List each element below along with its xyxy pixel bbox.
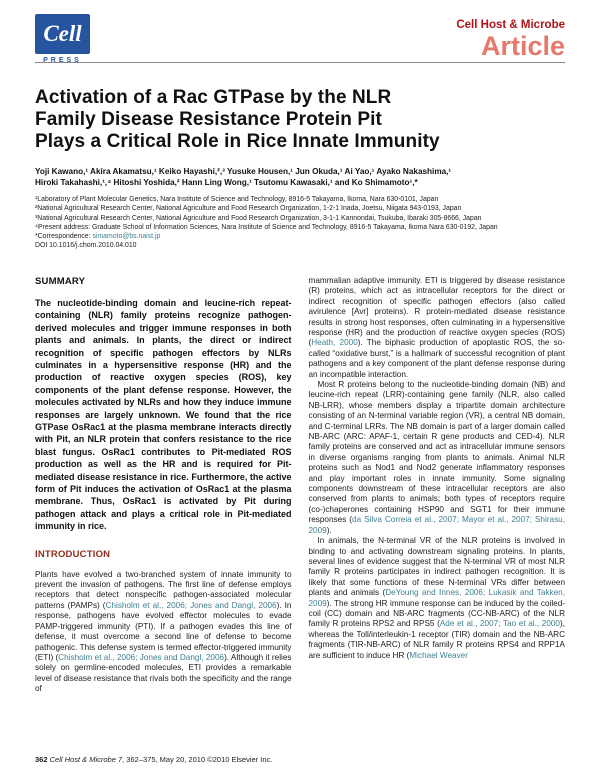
journal-name: Cell Host & Microbe — [456, 19, 565, 31]
article-type-label: Article — [480, 31, 565, 61]
footer-journal-ref: Cell Host & Microbe 7 — [49, 755, 123, 764]
affiliation-line: ²National Agricultural Research Center, National Agriculture and Food Research Organization, 1-2-1 Inada, Joetsu, Niigata 943-0193, Japan — [35, 205, 462, 213]
citation-link[interactable]: Chisholm et al., 2006; Jones and Dangl, 2006 — [105, 600, 277, 610]
title-line-1: Activation of a Rac GTPase by the NLR — [35, 87, 392, 108]
page-footer: 362 Cell Host & Microbe 7, 362–375, May 20, 2010 ©2010 Elsevier Inc. — [35, 755, 273, 764]
press-label: PRESS — [43, 57, 82, 64]
left-column — [35, 276, 292, 716]
summary-heading: SUMMARY — [35, 275, 86, 287]
intro-paragraph: Plants have evolved a two-branched system of innate immunity to prevent the invasion of pathogens. The first line of defense employs receptors that detect nonspecific pathogen-associated molecular patterns (PAMPs) (Chisholm et al., 2006; Jones and Dangl, 2006). In response, pathogens have evolved effector molecules to evade PAMP-triggered immunity (PTI). If a pathogen evades this line of defense, it must overcome a second line of defense to become pathogenic. This defense system is termed effector-triggered immunity (ETI) (Chisholm et al., 2006; Jones and Dangl, 2006). Although it relies solely on germline-encoded molecules, ETI provides a remarkable level of disease resistance that rivals both the specificity and the range of — [35, 569, 292, 694]
cell-logo-mark — [35, 14, 90, 54]
citation-link[interactable]: Heath, 2000 — [311, 338, 358, 348]
masthead — [35, 0, 565, 62]
author-line: Yoji Kawano,¹ Akira Akamatsu,¹ Keiko Hayashi,²,³ Yusuke Housen,¹ Jun Okuda,¹ Ai Yao,¹ Ayako Nakashima,¹ — [35, 166, 452, 176]
right-column — [309, 276, 566, 716]
page-number: 362 — [35, 755, 48, 764]
citation-link[interactable]: Chisholm et al., 2006; Jones and Dangl, 2006 — [58, 652, 225, 662]
body-paragraph: In animals, the N-terminal VR of the NLR proteins is involved in binding to and activating downstream signaling proteins. In plants, several lines of evidence suggest that the N-terminal VR of most NLR family R proteins participates in indirect pathogen recognition. It is likely that some functions of these N-terminal VRs differ between plants and animals (DeYoung and Innes, 2006; Lukasik and Takken, 2009). The strong HR immune response can be induced by the coiled-coil (CC) domain and NB-ARC fragments (CC-NB-ARC) of the NLR family R proteins RPS2 and RPS5 (Ade et al., 2007; Tao et al., 2000), whereas the Toll/interleukin-1 receptor (TIR) domain and the NB-ARC fragments (TIR-NB-ARC) of NLR family R proteins RPS4 and RPP1A are sufficient to induce HR (Michael Weaver — [308, 536, 565, 660]
body-paragraph: Most R proteins belong to the nucleotide-binding domain (NB) and leucine-rich repeat (LRR)-containing gene family (NLR, also called NB-LRR), whose members display a tripartite domain architecture consisting of an N-terminal variable region (VR), a central NB domain, and C-terminal LRRs. The NB domain is part of a larger domain called NB-ARC (ARC: APAF-1, certain R gene products and CED-4). NLR family proteins are conserved and act as intracellular immune sensors in diverse organisms ranging from plants to animals. Animal NLR proteins such as Nod1 and Nod2 generate inflammatory responses and play important roles in innate immunity. Some signaling components downstream of these intracellular receptors are also conserved from plants to animals; both types of receptors require (co-)chaperones containing HSP90 and SGT1 for their immune responses (da Silva Correia et al., 2007; Mayor et al., 2007; Shirasu, 2009). — [308, 380, 565, 535]
cell-press-logo — [35, 14, 90, 64]
introduction-heading: INTRODUCTION — [35, 548, 111, 560]
author-line: Hiroki Takahashi,¹,⁴ Hitoshi Yoshida,² Hann Ling Wong,¹ Tsutomu Kawasaki,¹ and Ko Shimamoto¹,* — [35, 177, 418, 187]
summary-text: The nucleotide-binding domain and leucine-rich repeat-containing (NLR) family proteins recognize pathogen-derived molecules and trigger immune responses in both plants and animals. In plants, the direct or indirect recognition of specific pathogen effectors by NLRs culminates in a hypersensitive response (HR) and the production of reactive oxygen species (ROS), key components of the plant defense response. However, the molecules activated by NLRs and how they induce immune responses are largely unknown. We found that the rice GTPase OsRac1 at the plasma membrane interacts directly with Pit, an NLR protein that confers resistance to the rice blast fungus. OsRac1 contributes to Pit-mediated ROS production as well as the HR and is required for Pit-mediated disease resistance in rice. Furthermore, the active form of Pit induces the activation of OsRac1 at the plasma membrane. Thus, OsRac1 is activated by Pit during pathogen attack and plays a critical role in Pit-mediated immunity in rice. — [35, 297, 292, 532]
doi-line: DOI 10.1016/j.chom.2010.04.010 — [35, 241, 137, 249]
citation-link[interactable]: Ade et al., 2007; Tao et al., 2000 — [439, 619, 560, 629]
affiliation-line: ⁴Present address: Graduate School of Information Sciences, Nara Institute of Science and Technology, 8916-5 Takayama, Ikoma Nara 630-0192, Japan — [35, 223, 498, 231]
affiliations — [35, 195, 565, 250]
correspondence-line: *Correspondence: simamoto@bs.naist.jp — [35, 232, 161, 240]
body-paragraph: mammalian adaptive immunity. ETI is triggered by disease resistance (R) proteins, which act as intracellular receptors for the direct or indirect recognition of specific pathogen effectors (also called avirulence [Avr] proteins). R protein-mediated disease resistance results in strong host responses, often culminating in a hypersensitive response (HR) and the production of reactive oxygen species (ROS) (Heath, 2000). The biphasic production of apoplastic ROS, the so-called “oxidative burst,” is a hallmark of successful recognition of plant pathogens and a key component of the plant defense response during an incompatible interaction. — [308, 275, 565, 379]
article-body — [35, 276, 565, 716]
masthead-right — [456, 14, 565, 60]
affiliation-line: ³National Agricultural Research Center, National Agriculture and Food Research Organization, 3-1-1 Kannondai, Tsukuba, Ibaraki 305-8666, Japan — [35, 214, 482, 222]
citation-link[interactable]: Michael Weaver — [409, 650, 468, 660]
header-divider — [35, 62, 565, 63]
title-line-2: Family Disease Resistance Protein Pit — [35, 109, 382, 131]
affiliation-line: ¹Laboratory of Plant Molecular Genetics, Nara Institute of Science and Technology, 8916-5 Takayama, Ikoma, Nara 630-0101, Japan — [35, 196, 439, 204]
correspondence-email-link[interactable]: simamoto@bs.naist.jp — [92, 232, 161, 240]
title-line-3: Plays a Critical Role in Rice Innate Immunity — [35, 131, 440, 153]
author-list — [35, 166, 565, 189]
citation-link[interactable]: DeYoung and Innes, 2006; Lukasik and Takken, 2009 — [308, 588, 565, 608]
cell-logo-text: Cell — [43, 21, 82, 46]
citation-link[interactable]: da Silva Correia et al., 2007; Mayor et al., 2007; Shirasu, 2009 — [308, 515, 565, 535]
article-title — [35, 87, 565, 154]
title-block — [35, 87, 565, 250]
